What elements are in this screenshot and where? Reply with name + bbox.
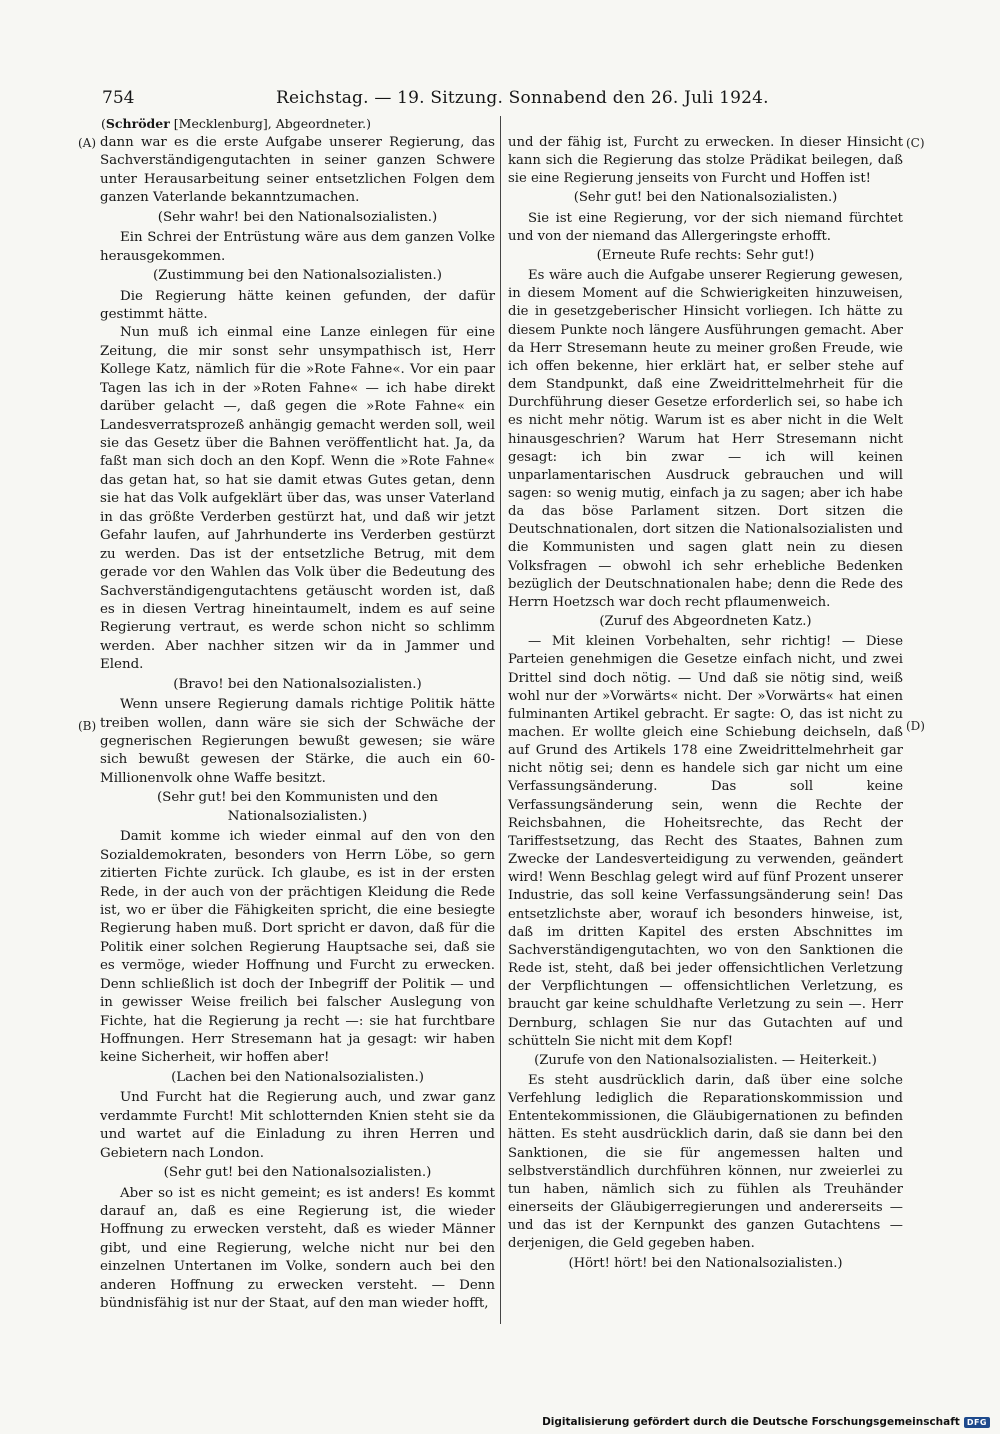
paragraph: Wenn unsere Regierung damals richtige Politik hätte treiben wollen, dann wäre sie sich der Schwäche der gegnerischen Regierungen bewußt gewesen; sie wäre sich bewußt gewesen der Stärke, die auch ein 60-Millionenvolk ohne Waffe besitzt.	[100, 697, 495, 786]
interjection: (Lachen bei den Nationalsozialisten.)	[171, 1069, 424, 1085]
running-title: Reichstag. — 19. Sitzung. Sonnabend den 26. Juli 1924.	[276, 88, 769, 108]
margin-mark-d: (D)	[906, 719, 925, 733]
interjection: (Sehr gut! bei den Nationalsozialisten.)	[163, 1165, 432, 1181]
paragraph: Ein Schrei der Entrüstung wäre aus dem ganzen Volke herausgekommen.	[100, 230, 495, 264]
speaker-line	[101, 116, 371, 131]
speaker-rest: [Mecklenburg], Abgeordneter.)	[169, 116, 371, 131]
column-rule	[500, 116, 501, 1324]
footer-credit	[542, 1416, 990, 1428]
interjection: (Zustimmung bei den Nationalsozialisten.)	[153, 268, 442, 284]
interjection: (Zurufe von den Nationalsozialisten. — Heiterkeit.)	[534, 1052, 877, 1068]
interjection: (Erneute Rufe rechts: Sehr gut!)	[596, 247, 815, 263]
paragraph: Die Regierung hätte keinen gefunden, der dafür gestimmt hätte.	[100, 288, 495, 322]
paragraph: Und Furcht hat die Regierung auch, und zwar ganz verdammte Furcht! Mit schlotternden Knien steht sie da und wartet auf die Einladung zu ihren Herren und Gebietern nach London.	[100, 1090, 495, 1161]
margin-mark-a: (A)	[78, 136, 97, 150]
paragraph: — Mit kleinen Vorbehalten, sehr richtig! — Diese Parteien genehmigen die Gesetze einfach nicht, und zwei Drittel sind doch nötig. — Und daß sie nötig sind, weiß wohl nur der »Vorwärts« nicht. Der »Vorwärts« hat einen fulminanten Artikel gebracht. Er sagte: O, das ist nicht zu machen. Er wollte gleich eine Schiebung deichseln, daß auf Grund des Artikels 178 eine Zweidrittelmehrheit gar nicht nötig sei; denn es handele sich gar nicht um eine Verfassungsänderung. Das soll keine Verfassungsänderung sein, wenn die Rechte der Reichsbahnen, die Hoheitsrechte, das Recht der Tariffestsetzung, das Recht des Staates, Bahnen zum Zwecke der Landesverteidigung zu verwenden, geändert wird! Wenn Beschlag gelegt wird auf fünf Prozent unserer Industrie, das soll keine Verfassungsänderung sein! Das entsetzlichste aber, worauf ich besonders hinweise, ist, daß im dritten Kapitel des ersten Abschnittes im Sachverständigengutachten, wo von den Sanktionen die Rede ist, steht, daß bei jeder offensichtlichen Verletzung der Verpflichtungen — offensichtlichen Verletzung, es braucht gar keine schuldhafte Verletzung zu sein —. Herr Dernburg, schlagen Sie nur das Gutachten auf und schütteln Sie nicht mit dem Kopf!	[508, 634, 903, 1049]
dfg-logo: DFG	[964, 1417, 990, 1428]
speaker-open: (	[101, 116, 106, 131]
page-header	[96, 88, 906, 118]
footer-text: Digitalisierung gefördert durch die Deutsche Forschungsgemeinschaft	[542, 1416, 960, 1428]
paragraph: Damit komme ich wieder einmal auf den von den Sozialdemokraten, besonders von Herrn Löbe, so gern zitierten Fichte zurück. Ich glaube, es ist in der ersten Rede, in der auch von der prächtigen Kleidung die Rede ist, wo er über die Fähigkeiten spricht, die eine besiegte Regierung haben muß. Dort spricht er davon, daß für die Politik einer solchen Regierung Hauptsache sei, daß sie es vermöge, wieder Hoffnung und Furcht zu erwecken. Denn schließlich ist doch der Inbegriff der Politik — und in gewisser Weise freilich bei falscher Auslegung von Fichte, hat die Regierung ja recht —: sie hat furchtbare Hoffnungen. Herr Stresemann hat ja gesagt: wir haben keine Sicherheit, wir hoffen aber!	[100, 829, 495, 1066]
paragraph: Es wäre auch die Aufgabe unserer Regierung gewesen, in diesem Moment auf die Schwierigkeiten hinzuweisen, die in gesetzgeberischer Hinsicht vorliegen. Ich hätte zu diesem Punkte noch längere Ausführungen gemacht. Aber da Herr Stresemann heute zu meiner großen Freude, wie ich offen bekenne, hier erklärt hat, er selber stehe auf dem Standpunkt, daß eine Zweidrittelmehrheit für die Durchführung dieser Gesetze erforderlich sei, so habe ich es nicht mehr nötig. Warum ist es aber nicht in die Welt hinausgeschrien? Warum hat Herr Stresemann nicht gesagt: ich bin zwar — ich will keinen unparlamentarischen Ausdruck gebrauchen und will sagen: so wenig mutig, einfach ja zu sagen; aber ich habe da das böse Parlament sitzen. Dort sitzen die Deutschnationalen, dort sitzen die Nationalsozialisten und die Kommunisten und sagen glatt nein zu diesen Volksfragen — obwohl ich sehr erhebliche Bedenken bezüglich der Deutschnationalen habe; denn die Rede des Herrn Hoetzsch war doch recht pflaumenweich.	[508, 268, 903, 610]
margin-mark-b: (B)	[78, 719, 97, 733]
paragraph: Aber so ist es nicht gemeint; es ist anders! Es kommt darauf an, daß es eine Regierung ist, die wieder Hoffnung zu erwecken versteht, daß es wieder Männer gibt, und eine Regierung, welche nicht nur bei den einzelnen Untertanen im Volke, sondern auch bei den anderen Hoffnung zu erwecken versteht. — Denn bündnisfähig ist nur der Staat, auf den man wieder hofft,	[100, 1185, 495, 1312]
interjection: (Sehr wahr! bei den Nationalsozialisten.)	[157, 209, 438, 225]
interjection: (Hört! hört! bei den Nationalsozialisten.)	[568, 1255, 843, 1271]
interjection: (Zuruf des Abgeordneten Katz.)	[599, 614, 812, 630]
paragraph: Sie ist eine Regierung, vor der sich niemand fürchtet und von der niemand das Allergeringste erhofft.	[508, 210, 903, 244]
interjection: (Sehr gut! bei den Kommunisten und den Nationalsozialisten.)	[156, 790, 439, 824]
interjection: (Sehr gut! bei den Nationalsozialisten.)	[573, 190, 838, 206]
page-number: 754	[102, 88, 135, 108]
margin-mark-c: (C)	[906, 136, 925, 150]
left-column	[100, 134, 495, 1314]
right-column	[508, 134, 903, 1275]
paragraph: dann war es die erste Aufgabe unserer Regierung, das Sachverständigengutachten in seiner ganzen Schwere unter Herausarbeitung seiner entsetzlichen Folgen dem ganzen Vaterlande bekanntzumachen.	[100, 135, 495, 206]
interjection: (Bravo! bei den Nationalsozialisten.)	[173, 676, 422, 692]
paragraph: Es steht ausdrücklich darin, daß über eine solche Verfehlung lediglich die Reparationskommission und Ententekommissionen, die Gläubigernationen zu befinden hätten. Es steht ausdrücklich darin, daß sie dann bei den Sanktionen, die sie für angemessen halten und selbstverständlich durchführen können, nur zweierlei zu tun haben, nämlich sich zu fühlen als Treuhänder einerseits der Gläubigerregierungen und andererseits — und das ist der Kernpunkt des ganzen Gutachtens — derjenigen, die Geld gegeben haben.	[508, 1072, 903, 1252]
speaker-name: Schröder	[105, 116, 170, 131]
paragraph: Nun muß ich einmal eine Lanze einlegen für eine Zeitung, die mir sonst sehr unsympathisch ist, Herr Kollege Katz, nämlich für die »Rote Fahne«. Vor ein paar Tagen las ich in der »Roten Fahne« — ich habe direkt darüber gelacht —, daß gegen die »Rote Fahne« ein Landesverratsprozeß anhängig gemacht werden soll, weil sie das Gesetz über die Bahnen veröffentlicht hat. Ja, da faßt man sich doch an den Kopf. Wenn die »Rote Fahne« das getan hat, so hat sie damit etwas Gutes getan, denn sie hat das Volk aufgeklärt über das, was unser Vaterland in das größte Verderben gestürzt hat, und daß wir jetzt Gefahr laufen, auf Jahrhunderte ins Verderben gestürzt zu werden. Das ist der entsetzliche Betrug, mit dem gerade vor den Wahlen das Volk über die Bedeutung des Sachverständigengutachtens getäuscht worden ist, daß es in diesen Vertrag hineintaumelt, indem es auf seine Regierung vertraut, es werde schon nicht so schlimm werden. Aber nachher sitzen wir da in Jammer und Elend.	[100, 325, 495, 673]
paragraph: und der fähig ist, Furcht zu erwecken. In dieser Hinsicht kann sich die Regierung das stolze Prädikat beilegen, daß sie eine Regierung jenseits von Furcht und Hoffen ist!	[508, 135, 903, 187]
